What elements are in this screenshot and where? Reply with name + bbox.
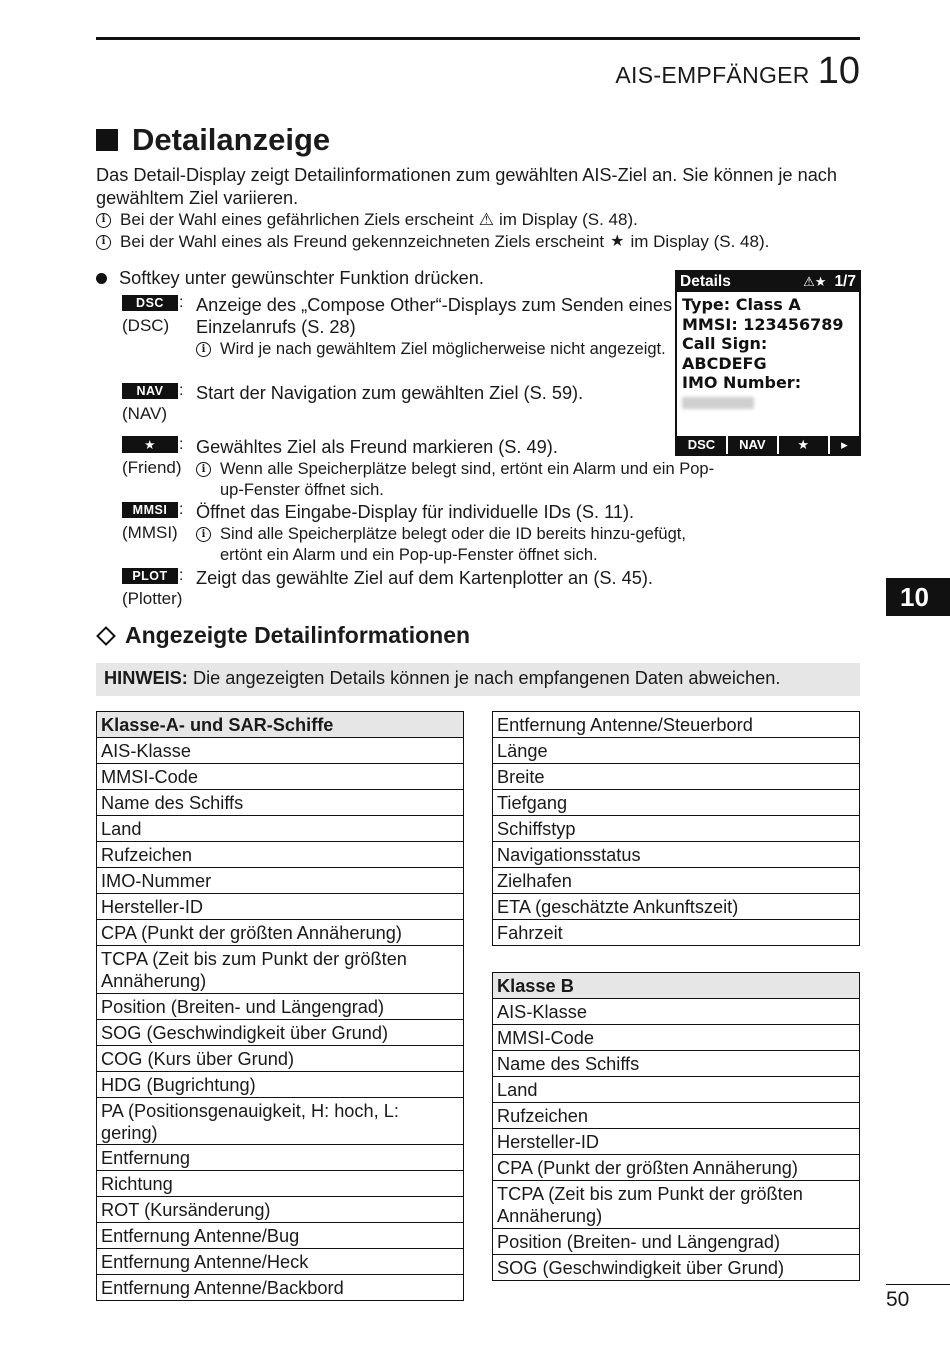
table-cell: IMO-Nummer: [97, 868, 464, 894]
softkey-desc-text: Gewähltes Ziel als Freund markieren (S. 49).: [196, 437, 558, 457]
softkey-desc: [196, 501, 716, 566]
top-rule: [96, 37, 860, 40]
table-row: [97, 946, 464, 994]
softkey-label: PLOT : (Plotter): [122, 567, 192, 609]
table-cell: Schiffstyp: [493, 816, 860, 842]
table-row: [493, 1155, 860, 1181]
table-row: [97, 842, 464, 868]
table-row: [493, 1051, 860, 1077]
table-header: Klasse B: [493, 973, 860, 999]
table-cell: Richtung: [97, 1171, 464, 1197]
diamond-icon: [96, 626, 116, 646]
table-row: [493, 920, 860, 946]
instruction-text: Softkey unter gewünschter Funktion drücken.: [119, 268, 484, 288]
table-cell: ROT (Kursänderung): [97, 1197, 464, 1223]
table-cell: Breite: [493, 764, 860, 790]
table-cell: Länge: [493, 738, 860, 764]
table-row: [97, 738, 464, 764]
softkey-desc: [196, 567, 716, 589]
table-cell: COG (Kurs über Grund): [97, 1046, 464, 1072]
table-row: [97, 1223, 464, 1249]
table-cell: SOG (Geschwindigkeit über Grund): [493, 1255, 860, 1281]
section-title: Detailanzeige: [132, 122, 331, 157]
table-cell: Name des Schiffs: [97, 790, 464, 816]
table-row: [97, 1275, 464, 1301]
table-cell: Position (Breiten- und Längengrad): [97, 994, 464, 1020]
table-row: [97, 1098, 464, 1145]
footer-rule: [886, 1284, 950, 1285]
bullet-dot-icon: [96, 273, 107, 284]
softkey-note-text: Wenn alle Speicherplätze belegt sind, ertönt ein Alarm und ein Pop-up-Fenster öffnet sich.: [220, 460, 715, 499]
table-row: [97, 1072, 464, 1098]
softkey-desc-text: Zeigt das gewählte Ziel auf dem Kartenplotter an (S. 45).: [196, 568, 653, 588]
table-row: [97, 1171, 464, 1197]
lcd-softkey-star[interactable]: ★: [779, 436, 830, 454]
nav-key-badge: NAV: [122, 383, 178, 399]
lcd-title-bar: [677, 272, 859, 292]
softkey-label: MMSI : (MMSI): [122, 501, 192, 543]
table-row: [493, 712, 860, 738]
lcd-more-arrow-icon[interactable]: ▸: [841, 437, 848, 452]
page-number: 50: [886, 1288, 910, 1311]
table-row: [493, 1229, 860, 1255]
table-cell: Fahrzeit: [493, 920, 860, 946]
table-cell: TCPA (Zeit bis zum Punkt der größten Annäherung): [493, 1181, 860, 1229]
table-cell: HDG (Bugrichtung): [97, 1072, 464, 1098]
softkey-sub: (MMSI): [122, 523, 178, 542]
table-cell: Navigationsstatus: [493, 842, 860, 868]
softkey-note-text: Wird je nach gewähltem Ziel möglicherweise nicht angezeigt.: [220, 340, 666, 358]
lcd-body: [677, 292, 859, 416]
subsection-title: Angezeigte Detailinformationen: [125, 622, 471, 648]
softkey-sub: (NAV): [122, 404, 168, 423]
softkey-note-text: Sind alle Speicherplätze belegt oder die ID bereits hinzu-gefügt, ertönt ein Alarm und ein Pop-up-Fenster öffnet sich.: [220, 525, 686, 564]
table-cell: Entfernung Antenne/Backbord: [97, 1275, 464, 1301]
table-row: [493, 842, 860, 868]
table-cell: Entfernung Antenne/Heck: [97, 1249, 464, 1275]
star-icon: ★: [610, 233, 625, 250]
softkey-desc-text: Start der Navigation zum gewählten Ziel (S. 59).: [196, 383, 584, 403]
table-cell: CPA (Punkt der größten Annäherung): [97, 920, 464, 946]
softkey-desc: [196, 436, 716, 501]
hint-label: HINWEIS:: [104, 668, 188, 688]
table-cell: Hersteller-ID: [97, 894, 464, 920]
note-text: im Display (S. 48).: [630, 232, 770, 251]
softkey-note: [196, 339, 716, 360]
table-row: [97, 1197, 464, 1223]
table-class-b: [492, 972, 860, 1281]
table-row: [97, 764, 464, 790]
table-row: [97, 994, 464, 1020]
softkey-desc-text: Anzeige des „Compose Other“-Displays zum Senden eines Einzelanrufs (S. 28): [196, 295, 673, 337]
table-row: [493, 999, 860, 1025]
chapter-side-tab: 10: [886, 578, 950, 616]
lcd-softkey-nav[interactable]: NAV: [728, 436, 779, 454]
table-row: [493, 894, 860, 920]
softkey-desc: [196, 294, 716, 360]
table-row: [97, 1145, 464, 1171]
table-cell: Tiefgang: [493, 790, 860, 816]
table-row: [97, 1020, 464, 1046]
intro-text: Das Detail-Display zeigt Detailinformationen zum gewählten AIS-Ziel an. Sie können je nach gewähltem Ziel variieren.: [96, 165, 838, 208]
info-icon: i: [96, 235, 111, 250]
lcd-softkey-dsc[interactable]: DSC: [677, 436, 728, 454]
table-cell: Position (Breiten- und Längengrad): [493, 1229, 860, 1255]
notes: [96, 209, 856, 253]
table-row: [493, 1103, 860, 1129]
table-cell: MMSI-Code: [97, 764, 464, 790]
softkey-label: DSC : (DSC): [122, 294, 192, 336]
lcd-line: MMSI: 123456789: [682, 314, 844, 334]
warning-triangle-icon: ⚠: [478, 210, 494, 229]
table-row: [493, 816, 860, 842]
table-row: [493, 1181, 860, 1229]
table-cell: Land: [493, 1077, 860, 1103]
lcd-warning-star-icons: ⚠★: [803, 274, 827, 289]
dsc-key-badge: DSC: [122, 295, 178, 311]
plot-key-badge: PLOT: [122, 568, 178, 584]
softkey-label: ★ : (Friend): [122, 436, 192, 478]
hint-text: Die angezeigten Details können je nach empfangenen Daten abweichen.: [192, 668, 781, 688]
table-row: [97, 1046, 464, 1072]
table-row: [493, 1129, 860, 1155]
table-cell: CPA (Punkt der größten Annäherung): [493, 1155, 860, 1181]
lcd-details-screen: [675, 270, 861, 456]
chapter-header: [615, 50, 860, 93]
table-row: [493, 1255, 860, 1281]
lcd-softkey-bar: [677, 436, 859, 454]
table-row: [97, 894, 464, 920]
note-text: Bei der Wahl eines als Freund gekennzeichneten Ziels erscheint: [120, 232, 605, 251]
lcd-line: ABCDEFG: [682, 353, 767, 373]
table-class-a: [96, 711, 464, 1301]
table-cell: Entfernung: [97, 1145, 464, 1171]
table-cell: Entfernung Antenne/Bug: [97, 1223, 464, 1249]
instruction-bullet: [96, 268, 484, 289]
chapter-title: AIS-EMPFÄNGER: [615, 62, 810, 88]
table-row: [493, 738, 860, 764]
softkey-sub: (Plotter): [122, 589, 183, 608]
table-row: [97, 816, 464, 842]
table-row: [97, 920, 464, 946]
softkey-label: NAV : (NAV): [122, 382, 192, 424]
table-cell: ETA (geschätzte Ankunftszeit): [493, 894, 860, 920]
table-cell: AIS-Klasse: [97, 738, 464, 764]
note-dangerous-target: [96, 209, 856, 231]
table-row: [97, 790, 464, 816]
table-row: [493, 764, 860, 790]
table-cell: TCPA (Zeit bis zum Punkt der größten Annäherung): [97, 946, 464, 994]
softkey-note: [196, 524, 716, 566]
table-row: [493, 868, 860, 894]
softkey-sub: (DSC): [122, 316, 170, 335]
lcd-blurred-value: [682, 397, 754, 409]
square-bullet-icon: [96, 129, 118, 151]
table-cell: SOG (Geschwindigkeit über Grund): [97, 1020, 464, 1046]
info-icon: i: [196, 342, 211, 357]
chapter-number: 10: [817, 50, 860, 92]
lcd-title: Details: [680, 273, 731, 290]
softkey-note: [196, 459, 716, 501]
softkey-desc-text: Öffnet das Eingabe-Display für individuelle IDs (S. 11).: [196, 502, 635, 522]
softkey-desc: [196, 382, 716, 404]
lcd-line: Call Sign:: [682, 334, 768, 353]
table-header: Klasse-A- und SAR-Schiffe: [97, 712, 464, 738]
table-row: [493, 1077, 860, 1103]
table-row: [97, 868, 464, 894]
hint-box: [96, 663, 860, 696]
table-cell: PA (Positionsgenauigkeit, H: hoch, L: gering): [97, 1098, 464, 1145]
table-class-a-continued: [492, 711, 860, 946]
lcd-page-indicator: 1/7: [834, 273, 856, 290]
mmsi-key-badge: MMSI: [122, 502, 178, 518]
table-cell: Rufzeichen: [97, 842, 464, 868]
note-text: im Display (S. 48).: [498, 210, 638, 229]
friend-star-key-badge: ★: [122, 436, 178, 453]
note-text: Bei der Wahl eines gefährlichen Ziels erscheint: [120, 210, 474, 229]
table-cell: MMSI-Code: [493, 1025, 860, 1051]
table-row: [493, 1025, 860, 1051]
table-cell: AIS-Klasse: [493, 999, 860, 1025]
note-friend-target: [96, 231, 856, 253]
table-cell: Rufzeichen: [493, 1103, 860, 1129]
table-row: [97, 1249, 464, 1275]
lcd-line: Type: Class A: [682, 295, 801, 314]
table-cell: Hersteller-ID: [493, 1129, 860, 1155]
info-icon: i: [196, 527, 211, 542]
table-cell: Land: [97, 816, 464, 842]
table-cell: Entfernung Antenne/Steuerbord: [493, 712, 860, 738]
table-cell: Name des Schiffs: [493, 1051, 860, 1077]
info-icon: i: [96, 213, 111, 228]
subsection-heading: [96, 622, 470, 649]
section-heading: [96, 122, 330, 158]
table-row: [493, 790, 860, 816]
lcd-line: IMO Number:: [682, 373, 802, 392]
info-icon: i: [196, 462, 211, 477]
table-cell: Zielhafen: [493, 868, 860, 894]
softkey-sub: (Friend): [122, 458, 182, 477]
